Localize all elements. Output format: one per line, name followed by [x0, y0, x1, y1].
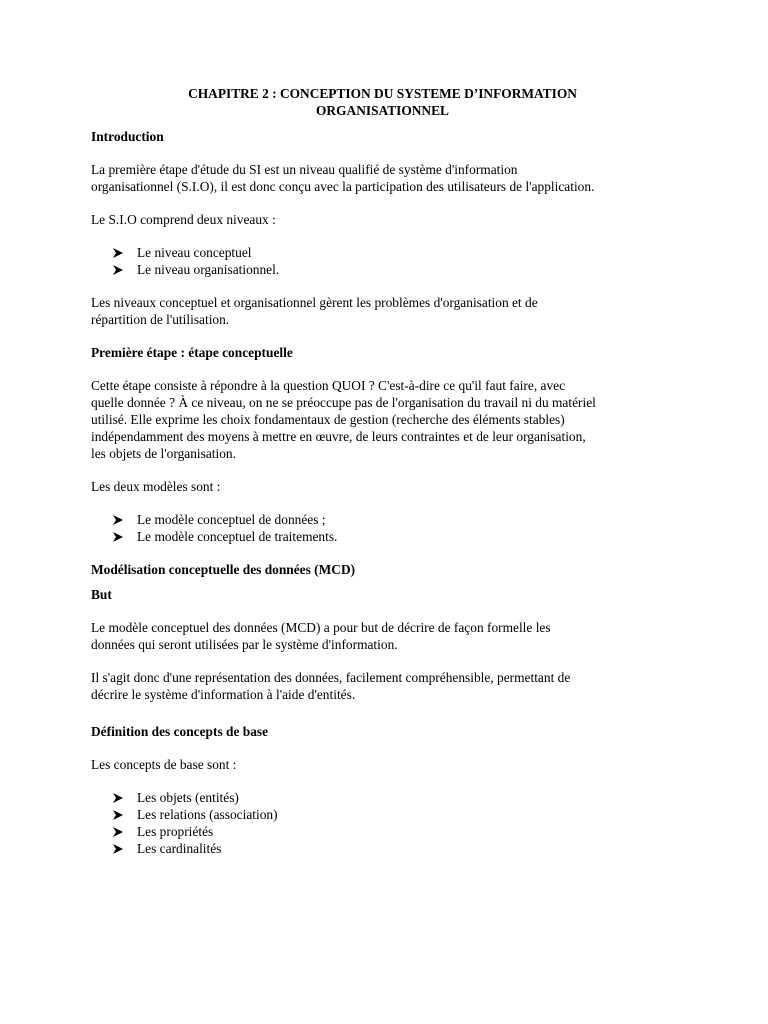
heading-step-1: Première étape : étape conceptuelle: [91, 345, 293, 360]
heading-but: But: [91, 587, 112, 602]
but-paragraph-2: Il s'agit donc d'une représentation des données, facilement compréhensible, permettant de décrire le système d'information à l'aide d'entités.: [91, 670, 571, 702]
list-item: Les objets (entités): [113, 789, 674, 806]
list-item: Le modèle conceptuel de données ;: [113, 511, 674, 528]
list-item: Le niveau conceptuel: [113, 244, 674, 261]
arrowhead-bullet-icon: [113, 840, 127, 857]
arrowhead-bullet-icon: [113, 823, 127, 840]
arrowhead-bullet-icon: [113, 511, 127, 528]
list-item: Les relations (association): [113, 806, 674, 823]
list-item: Les cardinalités: [113, 840, 674, 857]
list-item: Les propriétés: [113, 823, 674, 840]
arrowhead-bullet-icon: [113, 789, 127, 806]
list-item: Le niveau organisationnel.: [113, 261, 674, 278]
intro-paragraph-3: Les niveaux conceptuel et organisationnel gèrent les problèmes d'organisation et de répartition de l'utilisation.: [91, 295, 538, 327]
arrowhead-bullet-icon: [113, 244, 127, 261]
chapter-title-line-1: CHAPITRE 2 : CONCEPTION DU SYSTEME D’INFORMATION: [188, 86, 577, 101]
definitions-paragraph-1: Les concepts de base sont :: [91, 757, 237, 772]
chapter-title-line-2: ORGANISATIONNEL: [316, 103, 449, 118]
heading-introduction: Introduction: [91, 129, 164, 144]
intro-paragraph-2: Le S.I.O comprend deux niveaux :: [91, 212, 276, 227]
definitions-bullet-list: [91, 789, 674, 857]
step1-paragraph-2: Les deux modèles sont :: [91, 479, 221, 494]
chapter-title: [91, 85, 674, 119]
list-item: Le modèle conceptuel de traitements.: [113, 528, 674, 545]
but-paragraph-1: Le modèle conceptuel des données (MCD) a pour but de décrire de façon formelle les données qui seront utilisées par le système d'information.: [91, 620, 551, 652]
step1-bullet-list: [91, 511, 674, 545]
heading-definitions: Définition des concepts de base: [91, 724, 269, 739]
arrowhead-bullet-icon: [113, 528, 127, 545]
intro-paragraph-1: La première étape d'étude du SI est un niveau qualifié de système d'information organisationnel (S.I.O), il est donc conçu avec la participation des utilisateurs de l'application.: [91, 162, 595, 194]
heading-mcd: Modélisation conceptuelle des données (MCD): [91, 562, 356, 577]
arrowhead-bullet-icon: [113, 806, 127, 823]
step1-paragraph-1: Cette étape consiste à répondre à la question QUOI ? C'est-à-dire ce qu'il faut faire, avec quelle donnée ? À ce niveau, on ne se préoccupe pas de l'organisation du travail ni du matériel utilisé. Elle exprime les choix fondamentaux de gestion (recherche des éléments stables) indépendamment des moyens à mettre en œuvre, de leurs contraintes et de leur organisation, les objets de l'organisation.: [91, 378, 596, 461]
intro-bullet-list: [91, 244, 674, 278]
arrowhead-bullet-icon: [113, 261, 127, 278]
